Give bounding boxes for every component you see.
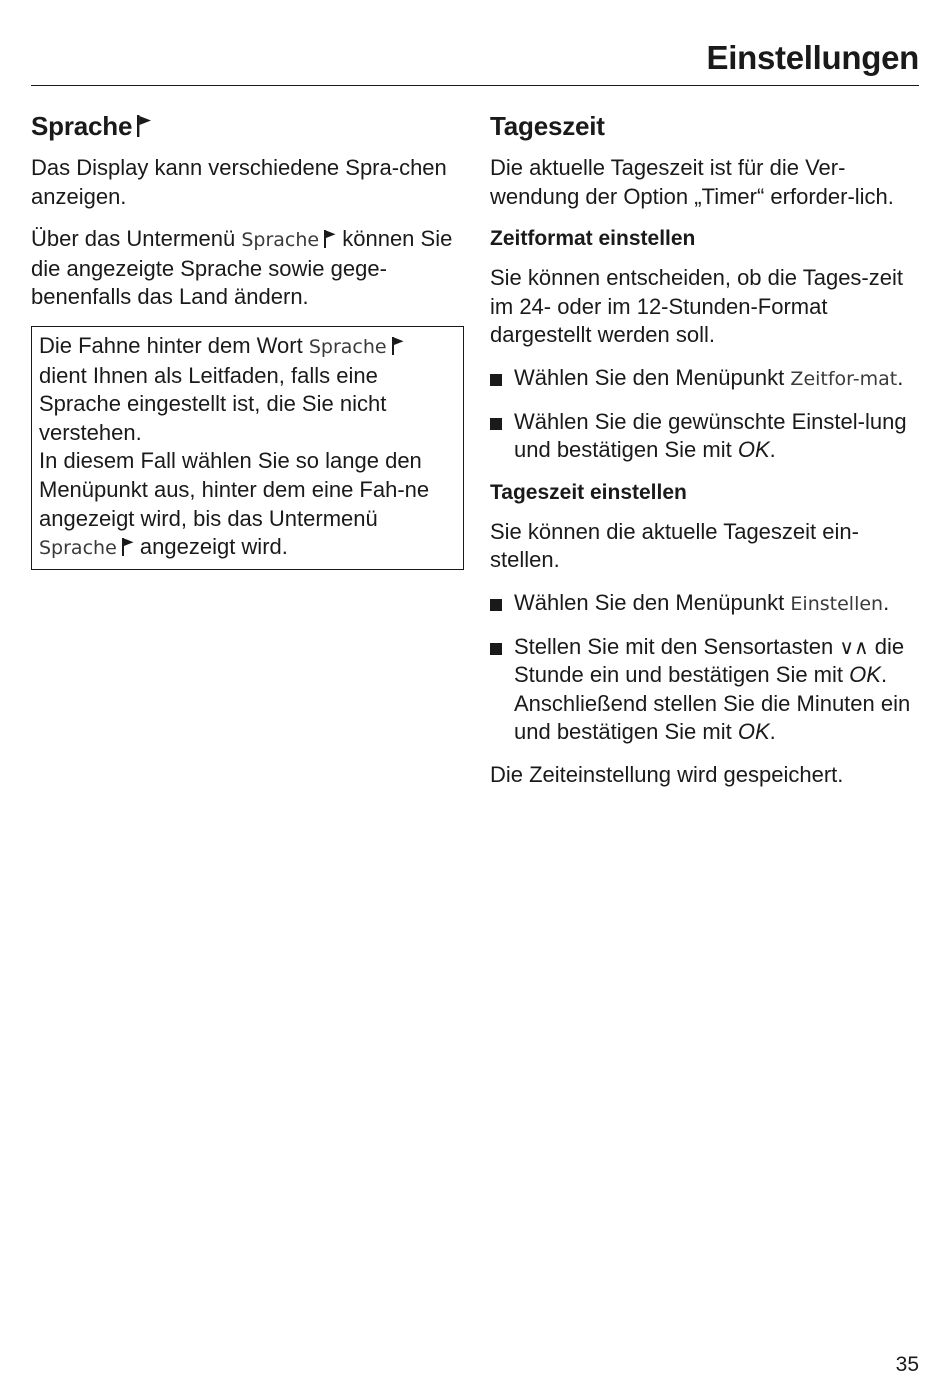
text-fragment: Die Fahne hinter dem Wort (39, 332, 303, 358)
square-bullet-icon (490, 599, 502, 611)
subheading-zeitformat: Zeitformat einstellen (490, 227, 696, 251)
display-term-zeitformat: Zeitfor-mat (790, 367, 898, 390)
text-fragment: die Stunde ein und bestätigen Sie mit (514, 633, 905, 688)
paragraph-intro: Die aktuelle Tageszeit ist für die Ver-wendung der Option „Timer“ erforder-lich. (490, 155, 894, 209)
notice-paragraph-2 (39, 447, 456, 562)
section-heading-sprache (31, 110, 466, 142)
display-term-sprache: Sprache (241, 229, 320, 252)
text-fragment: . (769, 437, 776, 463)
page-title: Einstellungen (706, 39, 919, 76)
ok-key-label: OK (737, 719, 770, 745)
square-bullet-icon (490, 374, 502, 386)
subheading-tageszeit-einstellen: Tageszeit einstellen (490, 480, 687, 504)
paragraph-tageszeit-einstellen: Sie können die aktuelle Tageszeit ein-stellen. (490, 518, 859, 573)
text-fragment: Wählen Sie den Menüpunkt (514, 364, 785, 390)
text-fragment: In diesem Fall wählen Sie so lange den Menüpunkt aus, hinter dem eine Fah-ne angezeigt wird, bis das Untermenü (39, 448, 430, 531)
sensor-arrow-keys-icon: ∨∧ (839, 634, 869, 659)
flag-icon (391, 336, 404, 356)
left-column (31, 110, 466, 570)
page-header (31, 36, 919, 86)
notice-paragraph-1 (39, 332, 456, 447)
step-list-tageszeit (490, 589, 920, 747)
text-fragment: Anschließend stellen Sie die Minuten ein und bestätigen Sie mit (514, 690, 911, 745)
flag-icon (323, 229, 336, 249)
section-heading-tageszeit: Tageszeit (490, 111, 605, 141)
square-bullet-icon (490, 418, 502, 430)
text-fragment: . (897, 364, 904, 390)
list-item (490, 408, 920, 465)
right-column (490, 110, 920, 804)
text-fragment: Wählen Sie die gewünschte Einstel-lung und bestätigen Sie mit (514, 408, 907, 463)
paragraph-closing: Die Zeiteinstellung wird gespeichert. (490, 761, 844, 787)
text-fragment: angezeigt wird. (139, 534, 288, 560)
text-fragment: Stellen Sie mit den Sensortasten (514, 633, 834, 659)
step-list-zeitformat (490, 364, 920, 465)
display-term-sprache: Sprache (39, 537, 117, 560)
list-item (490, 633, 920, 747)
text-fragment: Über das Untermenü (31, 226, 236, 252)
display-term-einstellen: Einstellen (790, 592, 884, 615)
ok-key-label: OK (737, 437, 770, 463)
text-fragment: . (880, 662, 888, 688)
text-fragment: können Sie die angezeigte Sprache sowie gege-benenfalls das Land ändern. (31, 226, 453, 310)
square-bullet-icon (490, 643, 502, 655)
page-number: 35 (895, 1353, 919, 1376)
paragraph-zeitformat: Sie können entscheiden, ob die Tages-zeit im 24- oder im 12-Stunden-Format dargestellt werden soll. (490, 265, 903, 348)
section-heading-text: Sprache (31, 111, 133, 141)
paragraph-submenu (31, 225, 466, 312)
display-term-sprache: Sprache (308, 335, 387, 358)
flag-icon (121, 537, 134, 557)
text-fragment: Wählen Sie den Menüpunkt (514, 589, 785, 615)
text-fragment: dient Ihnen als Leitfaden, falls eine Sprache eingestellt ist, die Sie nicht verstehen. (39, 362, 387, 445)
flag-icon (136, 114, 152, 138)
ok-key-label: OK (849, 662, 881, 688)
list-item (490, 589, 920, 619)
notice-box (31, 326, 464, 570)
paragraph-display-languages: Das Display kann verschiedene Spra-chen anzeigen. (31, 155, 447, 209)
text-fragment: . (769, 719, 776, 745)
text-fragment: . (883, 589, 890, 615)
list-item (490, 364, 920, 394)
